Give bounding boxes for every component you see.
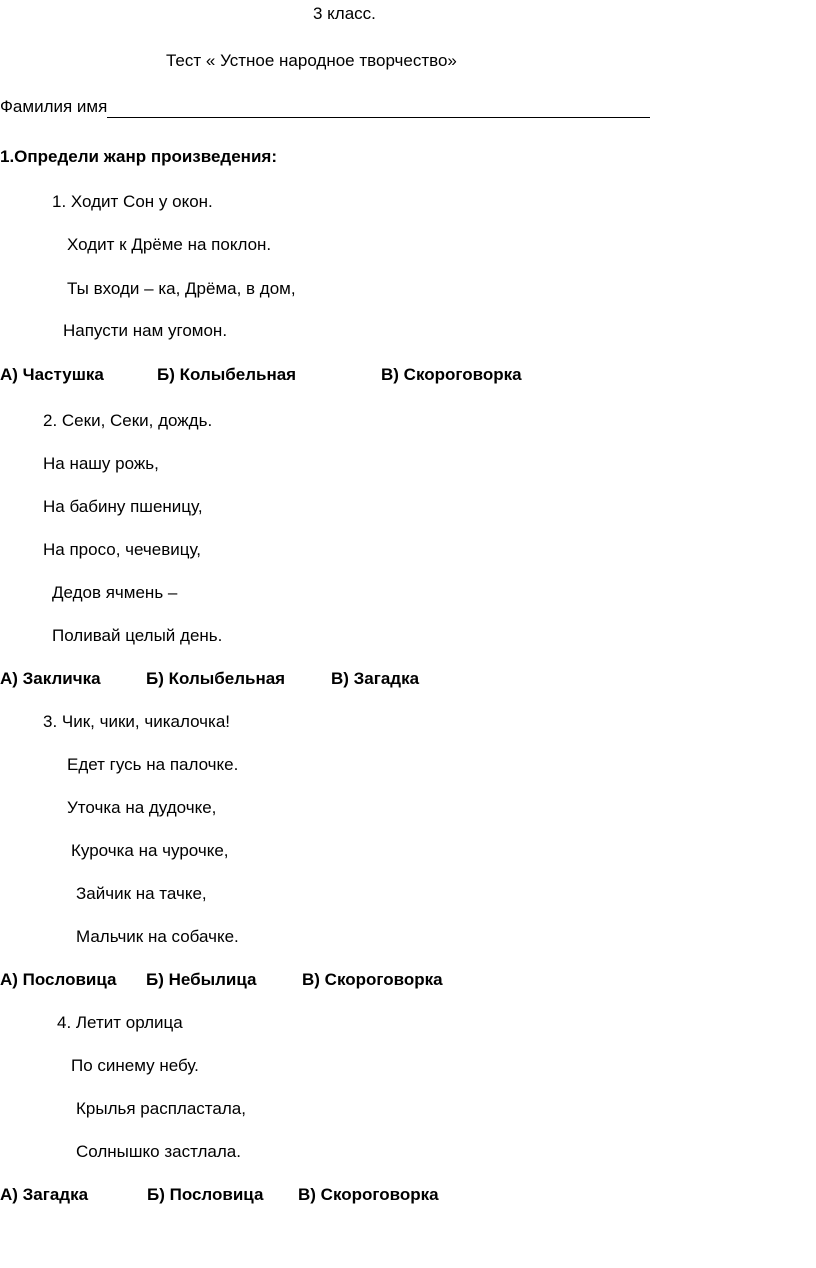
- poem-line: Солнышко застлала.: [76, 1142, 241, 1161]
- poem-line: Ходит к Дрёме на поклон.: [67, 235, 272, 254]
- poem-line: Поливай целый день.: [52, 626, 223, 645]
- poem-line: По синему небу.: [71, 1056, 199, 1075]
- poem-line: 3. Чик, чики, чикалочка!: [43, 712, 230, 731]
- answer-option-b[interactable]: Б) Небылица: [146, 970, 257, 989]
- answer-option-a[interactable]: А) Частушка: [0, 365, 104, 384]
- name-field[interactable]: [107, 99, 650, 118]
- poem-line: Дедов ячмень –: [52, 583, 178, 602]
- poem-line: Ты входи – ка, Дрёма, в дом,: [67, 279, 296, 298]
- poem-line: Зайчик на тачке,: [76, 884, 207, 903]
- poem-line: Крылья распластала,: [76, 1099, 246, 1118]
- poem-line: 4. Летит орлица: [57, 1013, 183, 1032]
- answer-option-a[interactable]: А) Закличка: [0, 669, 101, 688]
- poem-line: Напусти нам угомон.: [63, 321, 228, 340]
- answer-option-c[interactable]: В) Скороговорка: [302, 970, 443, 989]
- task-title: 1.Определи жанр произведения:: [0, 147, 277, 166]
- answer-option-b[interactable]: Б) Пословица: [147, 1185, 264, 1204]
- poem-line: На нашу рожь,: [43, 454, 159, 473]
- test-title: Тест « Устное народное творчество»: [166, 51, 457, 70]
- answer-option-b[interactable]: Б) Колыбельная: [157, 365, 297, 384]
- poem-line: Уточка на дудочке,: [67, 798, 217, 817]
- poem-line: На просо, чечевицу,: [43, 540, 202, 559]
- poem-line: На бабину пшеницу,: [43, 497, 203, 516]
- poem-line: 1. Ходит Сон у окон.: [52, 192, 213, 211]
- name-label: Фамилия имя: [0, 97, 108, 116]
- answer-option-c[interactable]: В) Скороговорка: [381, 365, 522, 384]
- answer-option-c[interactable]: В) Загадка: [331, 669, 420, 688]
- poem-line: Едет гусь на палочке.: [67, 755, 239, 774]
- name-field-row: [0, 96, 650, 118]
- poem-line: Мальчик на собачке.: [76, 927, 239, 946]
- poem-line: Курочка на чурочке,: [71, 841, 229, 860]
- poem-line: 2. Секи, Секи, дождь.: [43, 411, 213, 430]
- answer-option-a[interactable]: А) Загадка: [0, 1185, 89, 1204]
- answer-option-a[interactable]: А) Пословица: [0, 970, 117, 989]
- grade-label: 3 класс.: [313, 4, 376, 23]
- answer-option-b[interactable]: Б) Колыбельная: [146, 669, 286, 688]
- answer-option-c[interactable]: В) Скороговорка: [298, 1185, 439, 1204]
